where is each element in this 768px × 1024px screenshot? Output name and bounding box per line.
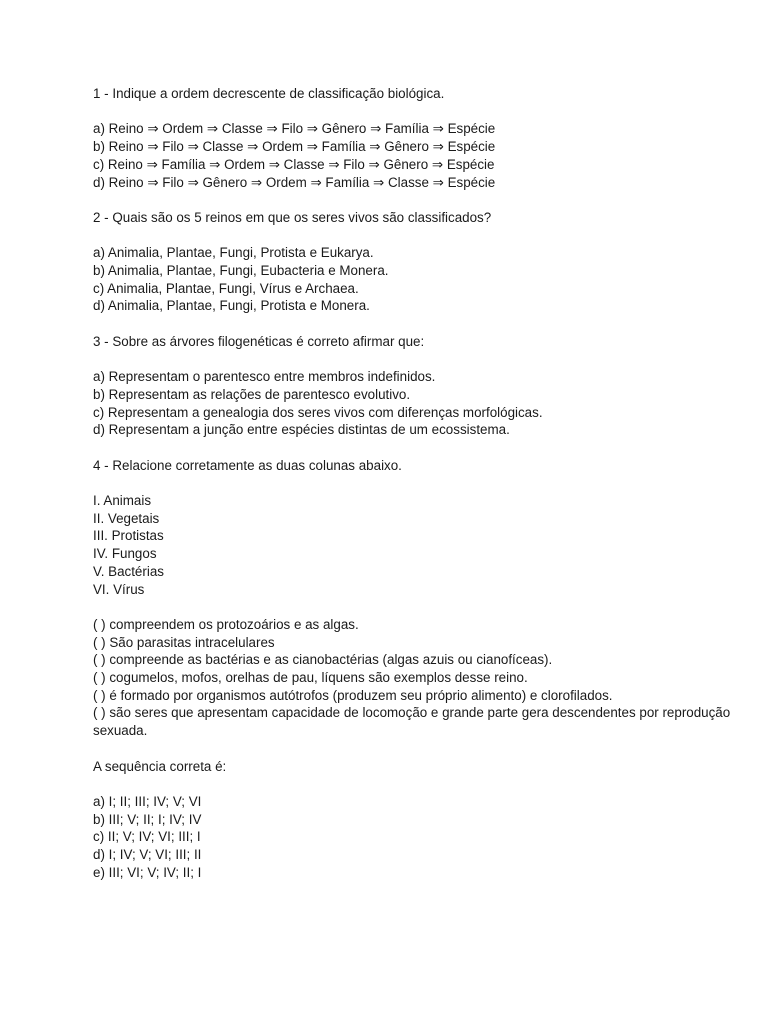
spacer	[93, 775, 733, 793]
spacer	[93, 740, 733, 758]
column-1-item-protistas: III. Protistas	[93, 528, 164, 544]
question-3-option-b: b) Representam as relações de parentesco evolutivo.	[93, 386, 411, 402]
spacer	[93, 598, 733, 616]
spacer	[93, 191, 733, 209]
question-4-text: 4 - Relacione corretamente as duas colunas abaixo.	[93, 457, 402, 473]
question-3-option-c: c) Representam a genealogia dos seres vivos com diferenças morfológicas.	[93, 404, 543, 420]
question-1-option-d: d) Reino ⇒ Filo ⇒ Gênero ⇒ Ordem ⇒ Família ⇒ Classe ⇒ Espécie	[93, 174, 496, 190]
question-4-option-e: e) III; VI; V; IV; II; I	[93, 864, 202, 880]
column-1-item-virus: VI. Vírus	[93, 581, 145, 597]
question-3-option-d: d) Representam a junção entre espécies distintas de um ecossistema.	[93, 422, 510, 438]
column-2-item-5: ( ) é formado por organismos autótrofos (produzem seu próprio alimento) e clorofilados.	[93, 687, 613, 703]
question-1-option-a: a) Reino ⇒ Ordem ⇒ Classe ⇒ Filo ⇒ Gênero ⇒ Família ⇒ Espécie	[93, 121, 496, 137]
question-2-option-b: b) Animalia, Plantae, Fungi, Eubacteria e Monera.	[93, 262, 389, 278]
question-4-option-c: c) II; V; IV; VI; III; I	[93, 829, 201, 845]
spacer	[93, 315, 733, 333]
question-3-text: 3 - Sobre as árvores filogenéticas é correto afirmar que:	[93, 333, 425, 349]
question-2-option-a: a) Animalia, Plantae, Fungi, Protista e Eukarya.	[93, 245, 374, 261]
spacer	[93, 103, 733, 121]
spacer	[93, 350, 733, 368]
column-1-item-bacterias: V. Bactérias	[93, 563, 164, 579]
question-4-option-b: b) III; V; II; I; IV; IV	[93, 811, 202, 827]
column-2-item-2: ( ) São parasitas intracelulares	[93, 634, 275, 650]
column-2-item-6: ( ) são seres que apresentam capacidade de locomoção e grande parte gera descendentes por reprodução sexuada.	[93, 705, 731, 739]
question-2-option-d: d) Animalia, Plantae, Fungi, Protista e Monera.	[93, 298, 370, 314]
question-1-option-b: b) Reino ⇒ Filo ⇒ Classe ⇒ Ordem ⇒ Família ⇒ Gênero ⇒ Espécie	[93, 139, 496, 155]
question-3-option-a: a) Representam o parentesco entre membros indefinidos.	[93, 369, 436, 385]
spacer	[93, 439, 733, 457]
column-2-item-4: ( ) cogumelos, mofos, orelhas de pau, líquens são exemplos desse reino.	[93, 670, 528, 686]
column-2-item-3: ( ) compreende as bactérias e as cianobactérias (algas azuis ou cianofíceas).	[93, 652, 553, 668]
spacer	[93, 474, 733, 492]
question-2-text: 2 - Quais são os 5 reinos em que os seres vivos são classificados?	[93, 209, 492, 225]
question-1-option-c: c) Reino ⇒ Família ⇒ Ordem ⇒ Classe ⇒ Filo ⇒ Gênero ⇒ Espécie	[93, 156, 495, 172]
column-1-item-animais: I. Animais	[93, 493, 152, 509]
question-4-option-d: d) I; IV; V; VI; III; II	[93, 847, 202, 863]
question-4-option-a: a) I; II; III; IV; V; VI	[93, 793, 202, 809]
spacer	[93, 227, 733, 245]
column-2-item-1: ( ) compreendem os protozoários e as algas.	[93, 616, 359, 632]
column-1-item-fungos: IV. Fungos	[93, 546, 157, 562]
document-page	[93, 85, 733, 881]
column-1-item-vegetais: II. Vegetais	[93, 510, 160, 526]
question-2-option-c: c) Animalia, Plantae, Fungi, Vírus e Archaea.	[93, 280, 359, 296]
sequence-prompt: A sequência correta é:	[93, 758, 227, 774]
question-1-text: 1 - Indique a ordem decrescente de classificação biológica.	[93, 86, 445, 101]
